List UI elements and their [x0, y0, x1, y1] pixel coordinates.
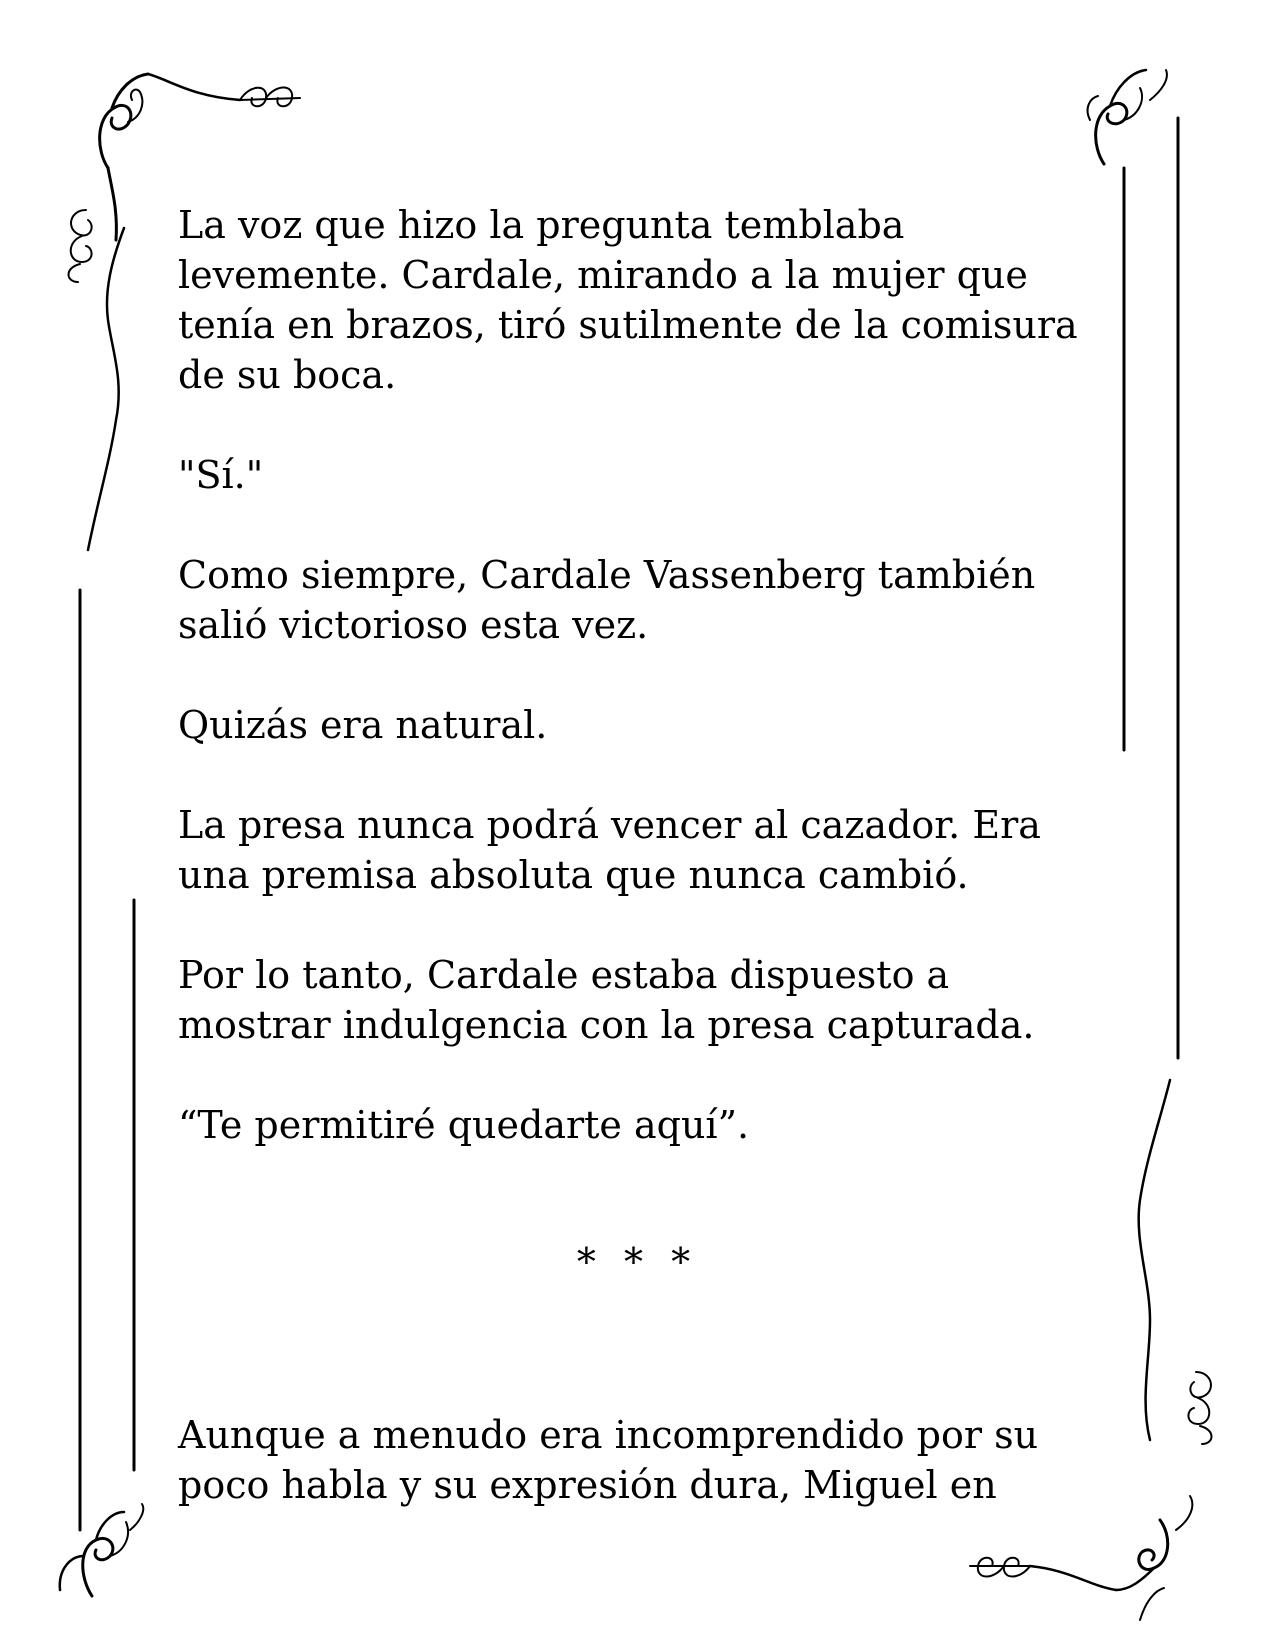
paragraph: “Te permitiré quedarte aquí”.: [178, 1103, 750, 1147]
scene-break: [0, 1240, 1275, 1284]
paragraph: Por lo tanto, Cardale estaba dispuesto a mostrar indulgencia con la presa capturada.: [178, 953, 1035, 1047]
paragraph: Quizás era natural.: [178, 703, 548, 747]
paragraph: Aunque a menudo era incomprendido por su poco habla y su expresión dura, Miguel en: [178, 1413, 1039, 1507]
paragraph: La voz que hizo la pregunta temblaba levemente. Cardale, mirando a la mujer que tenía en brazos, tiró sutilmente de la comisura de su boca.: [178, 203, 1078, 397]
paragraph: La presa nunca podrá vencer al cazador. Era una premisa absoluta que nunca cambió.: [178, 803, 1041, 897]
paragraph: Como siempre, Cardale Vassenberg también salió victorioso esta vez.: [178, 553, 1036, 647]
paragraph: "Sí.": [178, 453, 264, 497]
top-right-flourish-icon: [1088, 70, 1167, 164]
bottom-left-flourish-icon: [60, 1504, 143, 1596]
scene-break-text: * * *: [576, 1240, 699, 1284]
body-text: [178, 200, 1108, 1200]
